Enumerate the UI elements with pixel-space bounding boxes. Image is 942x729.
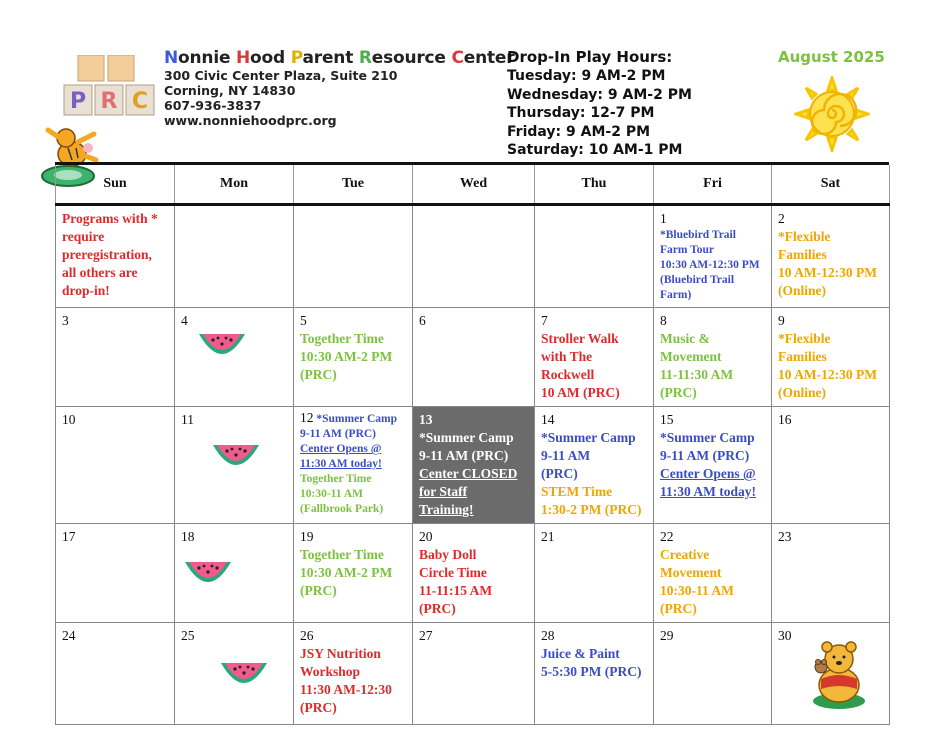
event-location: (PRC): [300, 583, 337, 598]
day-header-sat: Sat: [772, 165, 890, 205]
day-cell-closed[interactable]: [413, 407, 535, 524]
day-number: 14: [541, 412, 555, 427]
day-number: 20: [419, 529, 433, 544]
event-title: *Summer Camp: [316, 413, 397, 425]
org-phone: 607-936-3837: [164, 98, 262, 113]
event-time: 10:30-11 AM: [660, 583, 734, 598]
day-cell[interactable]: [772, 205, 890, 308]
closure-note: for Staff: [419, 484, 468, 499]
name-cap-r: R: [358, 48, 372, 68]
day-cell[interactable]: [535, 524, 654, 623]
event-time: 11-11:30 AM: [660, 367, 734, 382]
day-number: 29: [660, 628, 674, 643]
prc-logo: [62, 55, 158, 117]
day-number: 9: [778, 313, 785, 328]
hours-row: Saturday: 10 AM-1 PM: [507, 142, 683, 158]
event-location: (Online): [778, 283, 827, 298]
day-header-wed: Wed: [413, 165, 535, 205]
logo-letter-c: C: [131, 89, 149, 114]
event-time: 11:30 AM-12:30: [300, 682, 392, 697]
event-title: Movement: [660, 349, 722, 364]
day-number: 30: [778, 628, 792, 643]
name-rest: ood: [250, 48, 291, 68]
event-note: Center Opens @: [660, 466, 756, 481]
event-title: *Summer Camp: [660, 430, 755, 445]
day-cell[interactable]: [535, 407, 654, 524]
day-header-tue: Tue: [294, 165, 413, 205]
event-time: 10:30-11 AM: [300, 488, 363, 500]
day-cell[interactable]: [56, 308, 175, 407]
month-label: August 2025: [778, 48, 885, 66]
org-website[interactable]: www.nonniehoodprc.org: [164, 113, 337, 128]
day-cell[interactable]: [56, 623, 175, 725]
event-time: 10 AM (PRC): [541, 385, 620, 400]
day-number: 6: [419, 313, 426, 328]
event-location: (PRC): [660, 385, 697, 400]
logo-letter-p: P: [69, 89, 87, 114]
event-location: (PRC): [660, 601, 697, 616]
watermelon-icon: [219, 659, 269, 689]
event-time: 9-11 AM (PRC): [660, 448, 750, 463]
event-title: JSY Nutrition: [300, 646, 381, 661]
event-title: Creative: [660, 547, 710, 562]
name-rest: onnie: [178, 48, 236, 68]
logo-letter-r: R: [100, 89, 118, 114]
day-header-thu: Thu: [535, 165, 654, 205]
name-rest: arent: [302, 48, 359, 68]
event-note: 11:30 AM today!: [300, 458, 382, 470]
event-time: 9-11 AM (PRC): [419, 448, 509, 463]
day-number: 21: [541, 529, 555, 544]
org-name: [164, 48, 514, 68]
watermelon-icon: [197, 330, 247, 360]
day-cell[interactable]: [56, 407, 175, 524]
event-time: 5-5:30 PM (PRC): [541, 664, 642, 679]
name-cap-c: C: [451, 48, 464, 68]
event-title: Farm Tour: [660, 244, 714, 256]
watermelon-icon: [183, 558, 233, 588]
day-number: 11: [181, 412, 194, 427]
event-title: Together Time: [300, 331, 384, 346]
event-time: 9-11 AM: [541, 448, 591, 463]
event-note: 11:30 AM today!: [660, 484, 756, 499]
day-number: 17: [62, 529, 76, 544]
day-cell[interactable]: [175, 524, 294, 623]
event-time: 10:30 AM-2 PM: [300, 349, 393, 364]
event-title: Stroller Walk: [541, 331, 619, 346]
hours-row: Wednesday: 9 AM-2 PM: [507, 86, 692, 103]
name-cap-h: H: [236, 48, 251, 68]
name-rest: esource: [371, 48, 452, 68]
day-cell: [535, 205, 654, 308]
event-title: Families: [778, 247, 827, 262]
day-number: 3: [62, 313, 69, 328]
event-title: *Bluebird Trail: [660, 229, 736, 241]
name-rest: enter: [463, 48, 515, 68]
day-cell[interactable]: [654, 205, 772, 308]
day-cell[interactable]: [413, 524, 535, 623]
day-cell[interactable]: [772, 308, 890, 407]
day-cell[interactable]: [654, 524, 772, 623]
name-cap-p: P: [290, 48, 303, 68]
event-location: (Online): [778, 385, 827, 400]
event-time: 11-11:15 AM: [419, 583, 493, 598]
event-title: Together Time: [300, 547, 384, 562]
event-time: 9-11 AM (PRC): [300, 428, 377, 440]
week-row: [56, 524, 890, 623]
event-location: (PRC): [419, 601, 456, 616]
day-number: 15: [660, 412, 674, 427]
day-header-sun: Sun: [56, 165, 175, 205]
day-cell[interactable]: [772, 623, 890, 725]
closure-note: Training!: [419, 502, 474, 517]
week-row: [56, 407, 890, 524]
day-header-fri: Fri: [654, 165, 772, 205]
day-cell[interactable]: [654, 308, 772, 407]
winnie-the-pooh-illustration: [807, 637, 871, 711]
day-cell[interactable]: [56, 524, 175, 623]
preregistration-note: Programs with * require preregistration, all others are drop-in!: [62, 211, 158, 298]
event-time: 10:30 AM-12:30 PM: [660, 259, 760, 271]
day-number: 24: [62, 628, 76, 643]
org-address-2: Corning, NY 14830: [164, 83, 296, 98]
day-number: 4: [181, 313, 188, 328]
day-cell: [413, 205, 535, 308]
day-cell[interactable]: [294, 623, 413, 725]
closure-note: Center CLOSED: [419, 466, 518, 481]
event-title: Circle Time: [419, 565, 487, 580]
event-time: 10:30 AM-2 PM: [300, 565, 393, 580]
event-location: (PRC): [300, 367, 337, 382]
org-address-1: 300 Civic Center Plaza, Suite 210: [164, 68, 398, 83]
event-title: STEM Time: [541, 484, 613, 499]
event-title: *Flexible: [778, 229, 831, 244]
day-number: 26: [300, 628, 314, 643]
day-cell[interactable]: [175, 308, 294, 407]
event-location: Farm): [660, 289, 692, 301]
day-header-mon: Mon: [175, 165, 294, 205]
event-time: 10 AM-12:30 PM: [778, 367, 877, 382]
day-cell[interactable]: [175, 623, 294, 725]
day-number: 18: [181, 529, 195, 544]
event-location: (Bluebird Trail: [660, 274, 735, 286]
event-location: (PRC): [300, 700, 337, 715]
day-number: 25: [181, 628, 195, 643]
day-number: 27: [419, 628, 433, 643]
event-time: 1:30-2 PM (PRC): [541, 502, 642, 517]
event-title: Together Time: [300, 473, 372, 485]
day-cell[interactable]: [535, 308, 654, 407]
event-title: *Flexible: [778, 331, 831, 346]
day-number: 10: [62, 412, 76, 427]
day-cell[interactable]: [413, 623, 535, 725]
day-number: 2: [778, 211, 785, 226]
day-number: 16: [778, 412, 792, 427]
event-location: (Fallbrook Park): [300, 503, 384, 515]
name-cap-n: N: [164, 48, 179, 68]
event-title: with The: [541, 349, 593, 364]
watermelon-icon: [211, 441, 261, 471]
day-number: 22: [660, 529, 674, 544]
day-cell[interactable]: [175, 407, 294, 524]
sun-icon: [794, 76, 870, 152]
day-cell[interactable]: [294, 308, 413, 407]
calendar-grid: [55, 165, 890, 725]
day-cell[interactable]: [294, 407, 413, 524]
day-cell[interactable]: [413, 308, 535, 407]
event-title: Rockwell: [541, 367, 595, 382]
hours-row: Tuesday: 9 AM-2 PM: [507, 68, 666, 84]
day-number: 12: [300, 410, 314, 425]
day-cell[interactable]: [654, 623, 772, 725]
day-cell[interactable]: [535, 623, 654, 725]
day-cell: [175, 205, 294, 308]
day-number: 5: [300, 313, 307, 328]
day-cell[interactable]: [294, 524, 413, 623]
day-cell: [294, 205, 413, 308]
day-number: 1: [660, 211, 667, 226]
event-note: Center Opens @: [300, 443, 382, 455]
org-info: [164, 48, 514, 128]
event-title: Families: [778, 349, 827, 364]
day-number: 19: [300, 529, 314, 544]
event-title: *Summer Camp: [419, 430, 514, 445]
day-cell[interactable]: [772, 524, 890, 623]
day-number: 28: [541, 628, 555, 643]
event-location: (PRC): [541, 466, 578, 481]
hours-title: Drop-In Play Hours:: [507, 48, 673, 66]
day-cell[interactable]: [654, 407, 772, 524]
weekday-header: [56, 165, 890, 205]
drop-in-hours: [507, 48, 692, 160]
day-number: 8: [660, 313, 667, 328]
week-row: [56, 623, 890, 725]
event-title: Movement: [660, 565, 722, 580]
event-title: Juice & Paint: [541, 646, 620, 661]
day-number: 23: [778, 529, 792, 544]
day-number: 13: [419, 412, 433, 427]
event-title: *Summer Camp: [541, 430, 636, 445]
hours-row: Friday: 9 AM-2 PM: [507, 123, 651, 140]
event-title: Workshop: [300, 664, 361, 679]
week-row: [56, 205, 890, 308]
week-row: [56, 308, 890, 407]
day-number: 7: [541, 313, 548, 328]
event-title: Music &: [660, 331, 710, 346]
event-time: 10 AM-12:30 PM: [778, 265, 877, 280]
calendar-note-cell: [56, 205, 175, 308]
hours-row: Thursday: 12-7 PM: [507, 105, 655, 121]
event-title: Baby Doll: [419, 547, 477, 562]
day-cell[interactable]: [772, 407, 890, 524]
